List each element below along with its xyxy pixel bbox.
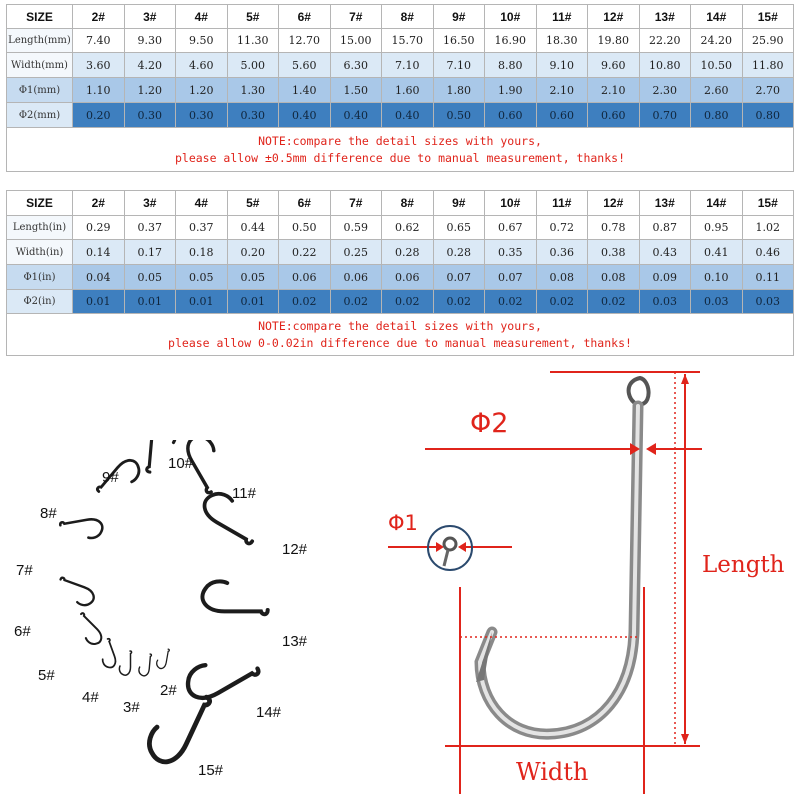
table-cell: 15.70 bbox=[382, 29, 434, 53]
phi2-label: Φ2 bbox=[470, 408, 509, 439]
table-cell: 0.03 bbox=[742, 290, 794, 314]
note-cell bbox=[7, 128, 794, 172]
header-cell: 6# bbox=[279, 5, 331, 29]
table-cell: 6.30 bbox=[330, 53, 382, 78]
table-cell: 0.02 bbox=[485, 290, 537, 314]
table-cell: 0.22 bbox=[279, 240, 331, 265]
hook-label: 6# bbox=[14, 623, 31, 640]
table-cell: 10.80 bbox=[639, 53, 691, 78]
header-cell: 10# bbox=[485, 5, 537, 29]
row-label: Width(mm) bbox=[7, 53, 73, 78]
table-cell: 0.37 bbox=[124, 216, 176, 240]
table-cell: 9.10 bbox=[536, 53, 588, 78]
table-cell: 0.04 bbox=[73, 265, 125, 290]
table-cell: 0.02 bbox=[536, 290, 588, 314]
row-label: Φ1(mm) bbox=[7, 78, 73, 103]
hook-3 bbox=[138, 653, 151, 676]
table-cell: 9.50 bbox=[176, 29, 228, 53]
table-cell: 0.35 bbox=[485, 240, 537, 265]
row-label: Width(in) bbox=[7, 240, 73, 265]
header-cell: SIZE bbox=[7, 191, 73, 216]
table-cell: 0.65 bbox=[433, 216, 485, 240]
table-cell: 0.02 bbox=[382, 290, 434, 314]
table-cell: 16.90 bbox=[485, 29, 537, 53]
header-cell: 10# bbox=[485, 191, 537, 216]
table-row bbox=[7, 216, 794, 240]
table-cell: 7.10 bbox=[433, 53, 485, 78]
hook-label: 12# bbox=[282, 541, 308, 558]
table-cell: 0.09 bbox=[639, 265, 691, 290]
hook-label: 13# bbox=[282, 633, 308, 650]
hook-label: 7# bbox=[16, 562, 33, 579]
table-cell: 0.50 bbox=[433, 103, 485, 128]
header-cell: 3# bbox=[124, 191, 176, 216]
table-cell: 0.38 bbox=[588, 240, 640, 265]
table-cell: 0.46 bbox=[742, 240, 794, 265]
table-row bbox=[7, 290, 794, 314]
hook-label: 15# bbox=[198, 762, 224, 779]
table-cell: 0.05 bbox=[124, 265, 176, 290]
header-cell: 3# bbox=[124, 5, 176, 29]
table-cell: 3.60 bbox=[73, 53, 125, 78]
table-cell: 4.60 bbox=[176, 53, 228, 78]
note-cell bbox=[7, 314, 794, 356]
table-cell: 0.60 bbox=[536, 103, 588, 128]
table-cell: 0.95 bbox=[691, 216, 743, 240]
table-cell: 0.28 bbox=[382, 240, 434, 265]
table-cell: 0.03 bbox=[639, 290, 691, 314]
table-cell: 2.10 bbox=[536, 78, 588, 103]
hook-14 bbox=[181, 642, 259, 708]
table-cell: 0.02 bbox=[433, 290, 485, 314]
table-cell: 0.30 bbox=[176, 103, 228, 128]
table-cell: 1.20 bbox=[176, 78, 228, 103]
row-label: Φ2(in) bbox=[7, 290, 73, 314]
table-cell: 0.17 bbox=[124, 240, 176, 265]
table-cell: 0.30 bbox=[227, 103, 279, 128]
table-cell: 0.40 bbox=[330, 103, 382, 128]
table-cell: 0.01 bbox=[176, 290, 228, 314]
table-row bbox=[7, 78, 794, 103]
table-cell: 0.80 bbox=[742, 103, 794, 128]
table-cell: 1.30 bbox=[227, 78, 279, 103]
table-cell: 0.72 bbox=[536, 216, 588, 240]
table-cell: 0.01 bbox=[227, 290, 279, 314]
table-cell: 0.37 bbox=[176, 216, 228, 240]
note-text: NOTE:compare the detail sizes with yours, bbox=[258, 133, 542, 148]
table-cell: 1.10 bbox=[73, 78, 125, 103]
hook-13 bbox=[202, 581, 267, 614]
note-row bbox=[7, 314, 794, 356]
table-cell: 0.29 bbox=[73, 216, 125, 240]
hook-label: 11# bbox=[232, 485, 256, 502]
note-row bbox=[7, 128, 794, 172]
header-cell: 15# bbox=[742, 191, 794, 216]
table-cell: 0.87 bbox=[639, 216, 691, 240]
table-cell: 1.20 bbox=[124, 78, 176, 103]
hook-8 bbox=[60, 516, 104, 544]
table-header-row bbox=[7, 5, 794, 29]
table-cell: 25.90 bbox=[742, 29, 794, 53]
row-label: Φ2(mm) bbox=[7, 103, 73, 128]
hook-size-ring bbox=[0, 440, 330, 795]
header-cell: 13# bbox=[639, 5, 691, 29]
table-cell: 0.50 bbox=[279, 216, 331, 240]
hook-label: 8# bbox=[40, 505, 57, 522]
header-cell: 13# bbox=[639, 191, 691, 216]
phi1-label: Φ1 bbox=[388, 511, 418, 535]
table-cell: 5.00 bbox=[227, 53, 279, 78]
table-cell: 0.36 bbox=[536, 240, 588, 265]
header-cell: 12# bbox=[588, 5, 640, 29]
table-cell: 0.07 bbox=[433, 265, 485, 290]
table-cell: 0.11 bbox=[742, 265, 794, 290]
size-table-inch bbox=[6, 190, 794, 356]
table-cell: 0.06 bbox=[330, 265, 382, 290]
hook-4 bbox=[119, 651, 131, 675]
table-cell: 19.80 bbox=[588, 29, 640, 53]
header-cell: 4# bbox=[176, 5, 228, 29]
table-cell: 0.20 bbox=[73, 103, 125, 128]
table-row bbox=[7, 240, 794, 265]
table-cell: 0.07 bbox=[485, 265, 537, 290]
hook-6 bbox=[71, 613, 106, 648]
header-cell: 9# bbox=[433, 5, 485, 29]
table-cell: 0.67 bbox=[485, 216, 537, 240]
table-cell: 0.05 bbox=[227, 265, 279, 290]
table-cell: 8.80 bbox=[485, 53, 537, 78]
header-cell: 7# bbox=[330, 191, 382, 216]
table-cell: 1.40 bbox=[279, 78, 331, 103]
table-cell: 0.20 bbox=[227, 240, 279, 265]
table-cell: 24.20 bbox=[691, 29, 743, 53]
header-cell: 2# bbox=[73, 5, 125, 29]
table-cell: 1.80 bbox=[433, 78, 485, 103]
header-cell: 4# bbox=[176, 191, 228, 216]
table-cell: 22.20 bbox=[639, 29, 691, 53]
hook-label: 2# bbox=[160, 682, 177, 699]
table-cell: 1.50 bbox=[330, 78, 382, 103]
row-label: Φ1(in) bbox=[7, 265, 73, 290]
header-cell: 8# bbox=[382, 5, 434, 29]
table-cell: 0.02 bbox=[330, 290, 382, 314]
header-cell: SIZE bbox=[7, 5, 73, 29]
table-cell: 0.30 bbox=[124, 103, 176, 128]
table-cell: 7.40 bbox=[73, 29, 125, 53]
table-cell: 1.60 bbox=[382, 78, 434, 103]
header-cell: 6# bbox=[279, 191, 331, 216]
table-cell: 0.02 bbox=[588, 290, 640, 314]
hook-2 bbox=[156, 648, 170, 670]
hook-label: 5# bbox=[38, 667, 55, 684]
hook-label: 14# bbox=[256, 704, 282, 721]
hook-label: 10# bbox=[168, 455, 194, 472]
table-cell: 0.18 bbox=[176, 240, 228, 265]
header-cell: 11# bbox=[536, 191, 588, 216]
table-cell: 0.44 bbox=[227, 216, 279, 240]
note-text: please allow 0-0.02in difference due to manual measurement, thanks! bbox=[168, 335, 632, 350]
table-cell: 0.02 bbox=[279, 290, 331, 314]
hook-dimension-diagram bbox=[380, 362, 798, 796]
note-text: please allow ±0.5mm difference due to manual measurement, thanks! bbox=[174, 150, 626, 165]
table-cell: 9.60 bbox=[588, 53, 640, 78]
width-label: Width bbox=[516, 758, 589, 786]
table-cell: 0.03 bbox=[691, 290, 743, 314]
table-cell: 0.70 bbox=[639, 103, 691, 128]
header-cell: 15# bbox=[742, 5, 794, 29]
table-cell: 1.90 bbox=[485, 78, 537, 103]
table-cell: 0.40 bbox=[382, 103, 434, 128]
hook-label: 3# bbox=[123, 699, 140, 716]
table-cell: 5.60 bbox=[279, 53, 331, 78]
table-cell: 0.06 bbox=[279, 265, 331, 290]
header-cell: 9# bbox=[433, 191, 485, 216]
header-cell: 7# bbox=[330, 5, 382, 29]
hook-label: 9# bbox=[102, 469, 119, 486]
table-row bbox=[7, 265, 794, 290]
table-cell: 0.60 bbox=[485, 103, 537, 128]
table-row bbox=[7, 53, 794, 78]
table-cell: 2.70 bbox=[742, 78, 794, 103]
table-cell: 0.01 bbox=[73, 290, 125, 314]
table-cell: 1.02 bbox=[742, 216, 794, 240]
table-cell: 0.05 bbox=[176, 265, 228, 290]
header-cell: 8# bbox=[382, 191, 434, 216]
header-cell: 14# bbox=[691, 5, 743, 29]
table-cell: 2.60 bbox=[691, 78, 743, 103]
header-cell: 2# bbox=[73, 191, 125, 216]
table-cell: 0.01 bbox=[124, 290, 176, 314]
table-cell: 0.43 bbox=[639, 240, 691, 265]
table-cell: 4.20 bbox=[124, 53, 176, 78]
table-cell: 2.30 bbox=[639, 78, 691, 103]
table-cell: 9.30 bbox=[124, 29, 176, 53]
hook-label: 4# bbox=[82, 689, 99, 706]
table-cell: 16.50 bbox=[433, 29, 485, 53]
table-cell: 10.50 bbox=[691, 53, 743, 78]
table-cell: 0.62 bbox=[382, 216, 434, 240]
table-cell: 15.00 bbox=[330, 29, 382, 53]
table-cell: 0.40 bbox=[279, 103, 331, 128]
table-cell: 0.14 bbox=[73, 240, 125, 265]
header-cell: 5# bbox=[227, 5, 279, 29]
header-cell: 12# bbox=[588, 191, 640, 216]
hook-7 bbox=[55, 577, 97, 608]
table-cell: 11.30 bbox=[227, 29, 279, 53]
table-cell: 0.80 bbox=[691, 103, 743, 128]
table-cell: 7.10 bbox=[382, 53, 434, 78]
table-cell: 12.70 bbox=[279, 29, 331, 53]
table-cell: 0.78 bbox=[588, 216, 640, 240]
table-header-row bbox=[7, 191, 794, 216]
row-label: Length(in) bbox=[7, 216, 73, 240]
table-cell: 11.80 bbox=[742, 53, 794, 78]
table-cell: 0.08 bbox=[588, 265, 640, 290]
table-row bbox=[7, 29, 794, 53]
table-cell: 0.41 bbox=[691, 240, 743, 265]
header-cell: 14# bbox=[691, 191, 743, 216]
table-cell: 0.25 bbox=[330, 240, 382, 265]
table-cell: 0.60 bbox=[588, 103, 640, 128]
table-cell: 0.10 bbox=[691, 265, 743, 290]
table-row bbox=[7, 103, 794, 128]
header-cell: 5# bbox=[227, 191, 279, 216]
row-label: Length(mm) bbox=[7, 29, 73, 53]
note-text: NOTE:compare the detail sizes with yours, bbox=[258, 318, 542, 333]
table-cell: 0.06 bbox=[382, 265, 434, 290]
table-cell: 0.08 bbox=[536, 265, 588, 290]
table-cell: 2.10 bbox=[588, 78, 640, 103]
table-cell: 18.30 bbox=[536, 29, 588, 53]
table-cell: 0.59 bbox=[330, 216, 382, 240]
header-cell: 11# bbox=[536, 5, 588, 29]
length-label: Length bbox=[702, 552, 785, 578]
table-cell: 0.28 bbox=[433, 240, 485, 265]
size-table-mm bbox=[6, 4, 794, 172]
